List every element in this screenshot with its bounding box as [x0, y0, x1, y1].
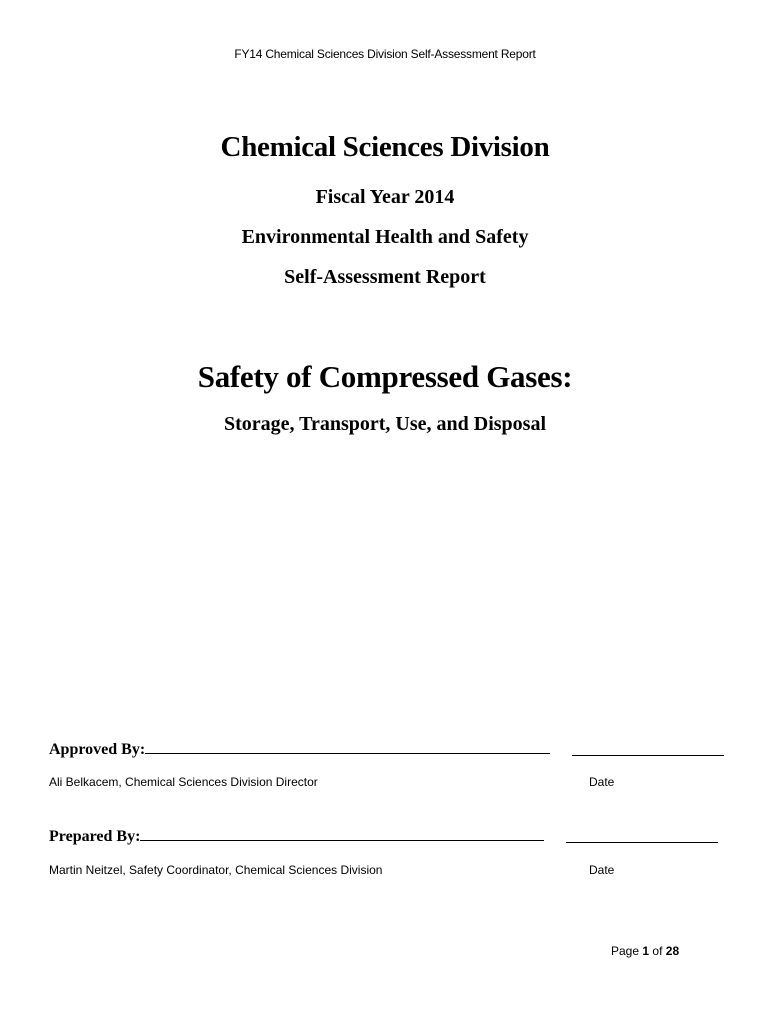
prepared-by-name: Martin Neitzel, Safety Coordinator, Chemical Sciences Division	[49, 863, 383, 877]
topic-title: Safety of Compressed Gases:	[197, 359, 573, 394]
total-pages: 28	[665, 944, 680, 958]
approved-by-name: Ali Belkacem, Chemical Sciences Division Director	[49, 775, 318, 789]
division-title: Chemical Sciences Division	[220, 131, 550, 163]
topic-subtitle: Storage, Transport, Use, and Disposal	[223, 413, 547, 435]
approved-date-line	[572, 754, 724, 756]
report-type: Self-Assessment Report	[284, 266, 486, 288]
prepared-by-row	[49, 826, 544, 846]
prepared-date-line	[566, 841, 718, 843]
page-word: Page	[611, 944, 640, 958]
of-word: of	[652, 944, 663, 958]
page-number	[611, 944, 679, 958]
prepared-by-label: Prepared By:	[49, 828, 141, 845]
prepared-date-label: Date	[589, 863, 615, 877]
approved-signature-line	[145, 739, 550, 754]
program-name: Environmental Health and Safety	[241, 226, 529, 248]
approved-by-label: Approved By:	[49, 741, 146, 758]
prepared-signature-line	[140, 826, 544, 841]
approved-date-label: Date	[589, 775, 615, 789]
approved-by-row	[49, 739, 550, 759]
current-page: 1	[642, 944, 650, 958]
running-header: FY14 Chemical Sciences Division Self-Assessment Report	[234, 47, 536, 61]
fiscal-year: Fiscal Year 2014	[315, 186, 455, 208]
